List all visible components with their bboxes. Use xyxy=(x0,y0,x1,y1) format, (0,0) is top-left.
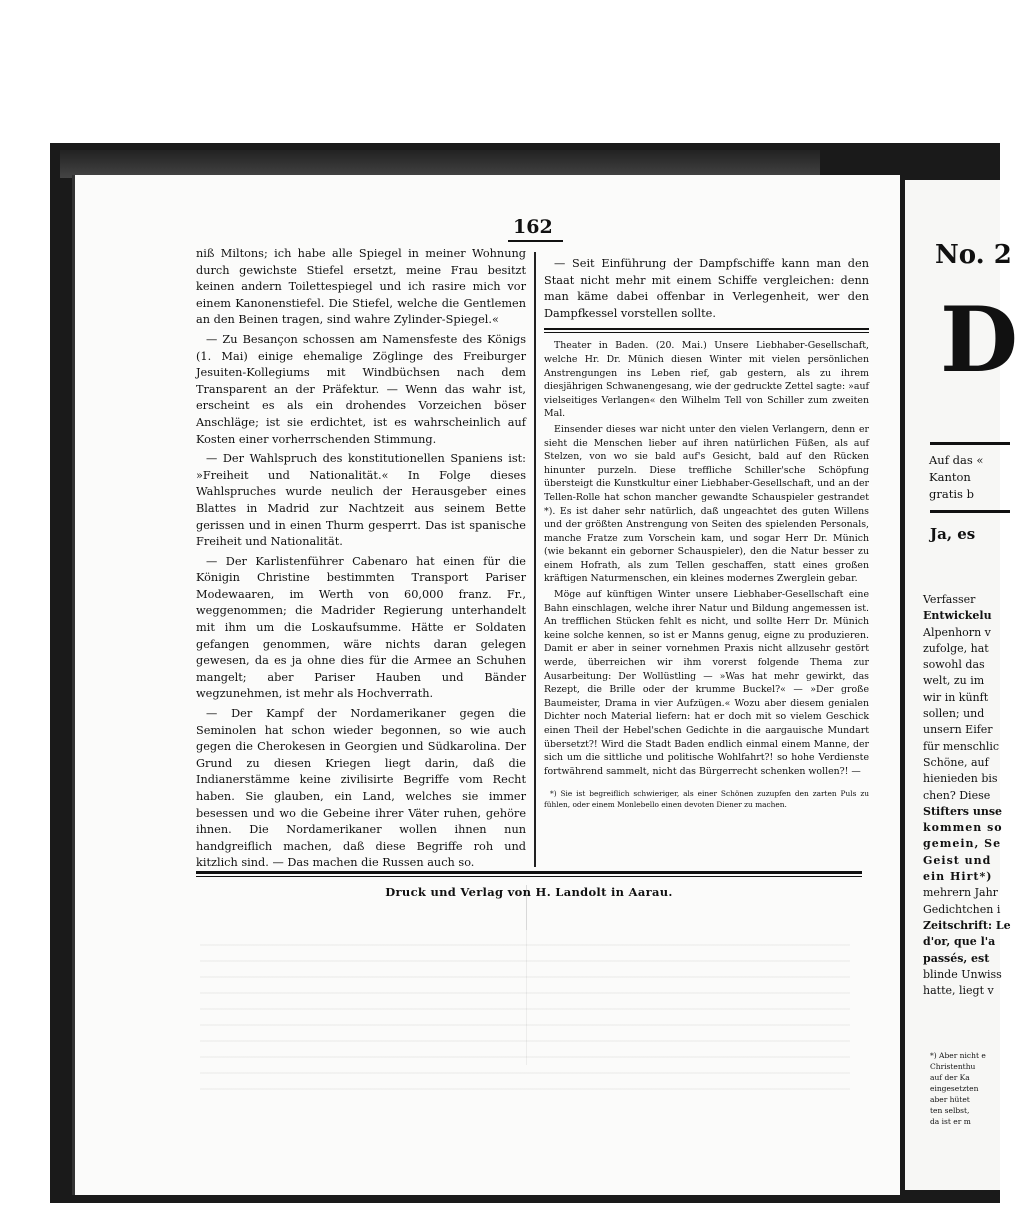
text-line: Zeitschrift: Le xyxy=(923,918,1011,932)
text-line: Kanton xyxy=(929,470,971,484)
masthead-initial: D xyxy=(940,287,1018,393)
text-line: hatte, liegt v xyxy=(923,984,994,998)
footnote-text: *) Sie ist begreiflich schwieriger, als einer Schönen zuzupfen den zarten Puls zu fühlen, oder einem Monlebello einen devoten Diener zu machen. xyxy=(544,789,869,810)
article-paragraph: Einsender dieses war nicht unter den vielen Verlangern, denn er sieht die Menschen lieber auf ihren natürlichen Füßen, als auf Stelzen, von wo sie bald auf's Gesicht, bald auf den Rücken hinunter purzeln. Diese treffliche Schiller'sche Schöpfung übersteigt die Kunstkultur einer Liebhaber-Gesellschaft, und an der Tellen-Rolle hat schon mancher gewandte Schauspieler gestrandet *). Es ist daher sehr natürlich, daß ungeachtet des guten Willens und der größten Anstrengung von Seiten des spielenden Personals, manche Fratze zum Vorschein kam, und sogar Herr Dr. Münich (wie bekannt ein geborner Schauspieler), den die Natur besser zu einem Hofrath, als zum Tellen geschaffen, statt eines großen kräftigen Naturmenschen, ein kleines modernes Zwerglein gebar. xyxy=(544,423,869,585)
text-line: unsern Eifer xyxy=(923,723,993,737)
text-line: gratis b xyxy=(929,487,974,501)
text-line: Schöne, auf xyxy=(923,755,989,769)
text-line: mehrern Jahr xyxy=(923,886,998,900)
article-lines xyxy=(923,592,1011,999)
right-column xyxy=(544,256,869,810)
text-line: Christenthu xyxy=(930,1062,976,1071)
text-line: chen? Diese xyxy=(923,788,991,802)
text-line: sollen; und xyxy=(923,707,985,721)
text-line: Alpenhorn v xyxy=(923,625,991,639)
text-line: Auf das « xyxy=(929,453,984,467)
article-paragraph: — Seit Einführung der Dampfschiffe kann man den Staat nicht mehr mit einem Schiffe vergleichen: denn man käme dabei offenbar in Verlegenheit, wer den Dampfkessel vorstellen sollte. xyxy=(544,257,869,320)
text-line: Gedichtchen i xyxy=(923,902,1001,916)
text-line: aber hütet xyxy=(930,1095,970,1104)
footnote xyxy=(544,788,869,810)
article-paragraph: — Der Kampf der Nordamerikaner gegen die Seminolen hat schon wieder begonnen, so wie auch gegen die Cherokesen in Georgien und Südkarolina. Der Grund zu diesen Kriegen liegt darin, daß die Indianerstämme keine zivilisirte Begriffe vom Recht haben. Sie glauben, ein Land, welches sie immer besessen und wo die Gebeine ihrer Väter ruhen, gehöre ihnen. Die Nordamerikaner wollen ihnen nun handgreiflich machen, daß diese Begriffe roh und kitzlich sind. — Das machen die Russen auch so. xyxy=(196,707,526,870)
section-rule xyxy=(930,510,1010,513)
footer-rule xyxy=(196,871,862,877)
text-line: kommen so xyxy=(923,821,1003,835)
article-paragraph: — Der Karlistenführer Cabenaro hat einen für die Königin Christine bestimmten Transport Pariser Modewaaren, im Werth von 60,000 franz. Fr., weggenommen; die Madrider Regierung unterhandelt mit ihm um die Loskaufsumme. Hätte er Soldaten gefangen genommen, wäre nichts daran gelegen gewesen, da es ja ohne dies für die Armee an Schuhen mangelt; aber Pariser Hauben und Bänder wegzunehmen, ist mehr als Hochverrath. xyxy=(196,554,526,701)
right-page-footnote xyxy=(930,1050,986,1127)
text-line: auf der Ka xyxy=(930,1073,970,1082)
text-line: gemein, Se xyxy=(923,837,1002,851)
text-line: Geist und xyxy=(923,853,992,867)
article-paragraph: niß Miltons; ich habe alle Spiegel in meiner Wohnung durch gewichste Stiefel ersetzt, meine Frau besitzt keinen andern Toilettespiegel und ich rasire mich vor einem Kanonenstiefel. Die Stiefel, welche die Gentlemen an den Beinen tragen, sind wahre Zylinder-Spiegel.« xyxy=(196,247,526,327)
text-line: hienieden bis xyxy=(923,772,998,786)
text-line: blinde Unwiss xyxy=(923,967,1002,981)
text-line: welt, zu im xyxy=(923,674,985,688)
text-line: ten selbst, xyxy=(930,1106,970,1115)
text-line: für menschlic xyxy=(923,739,1000,753)
column-divider xyxy=(534,252,536,867)
page-number: 162 xyxy=(513,216,553,238)
masthead-rule xyxy=(930,442,1010,445)
article-paragraph: Theater in Baden. (20. Mai.) Unsere Liebhaber-Gesellschaft, welche Hr. Dr. Münich diesen Winter mit vielen persönlichen Anstrengungen ins Leben rief, gab gestern, als zu ihrem diesjährigen Schwanengesang, wie der gedruckte Zettel sagte: »auf vielseitiges Verlangen« den Wilhelm Tell von Schiller zum zweiten Mal. xyxy=(544,340,869,420)
text-line: Verfasser xyxy=(923,593,976,606)
text-line: eingesetzten xyxy=(930,1084,979,1093)
article-heading: Ja, es xyxy=(930,525,976,543)
text-line: Entwickelu xyxy=(923,609,992,623)
text-line: *) Aber nicht e xyxy=(930,1051,986,1060)
text-line: da ist er m xyxy=(930,1117,971,1126)
theater-report xyxy=(544,339,869,778)
issue-number: No. 2 xyxy=(935,240,1012,270)
article-paragraph: Möge auf künftigen Winter unsere Liebhaber-Gesellschaft eine Bahn einschlagen, welche ihrer Natur und Bildung angemessen ist. An trefflichen Stücken fehlt es nicht, und sollte Herr Dr. Münich keine solche kennen, so ist er Manns genug, eigne zu produzieren. Damit er aber in seiner vornehmen Praxis nicht allzusehr gestört werde, überreichen wir ihm vorerst folgende Thema zur Ausarbeitung: Der Wollüstling — »Was hat mehr gewirkt, das Rezept, die Brille oder der krumme Buckel?« — »Der große Baumeister, Drama in vier Aufzügen.« Wozu aber diesem genialen Dichter noch Material liefern: hat er doch mit so vielem Geschick einen Theil der Hebel'schen Gedichte in die aargauische Mundart übersetzt?! Wird die Stadt Baden endlich einmal einem Manne, der sich um die sittliche und politische Wohlfahrt?! so hohe Verdienste fortwährend sammelt, nicht das Bürgerrecht schenken wollen?! — xyxy=(544,589,869,777)
section-rule xyxy=(544,328,869,333)
imprint-line: Druck und Verlag von H. Landolt in Aarau. xyxy=(385,885,673,899)
text-line: Stifters unse xyxy=(923,804,1003,818)
subscription-lines xyxy=(929,452,983,503)
page-shadow xyxy=(60,150,820,178)
page-number-rule xyxy=(508,240,563,242)
article-paragraph: — Der Wahlspruch des konstitutionellen Spaniens ist: »Freiheit und Nationalität.« In Folge dieses Wahlspruches wurde neulich der Herausgeber eines Blattes in Madrid zur Nachtzeit aus seinem Bette gerissen und in einen Thurm gesperrt. Das ist spanische Freiheit und Nationalität. xyxy=(196,452,526,549)
article-paragraph: — Zu Besançon schossen am Namensfeste des Königs (1. Mai) einige ehemalige Zöglinge des Freiburger Jesuiten-Kollegiums mit Windbüchsen nach dem Transparent an der Präfektur. — Wenn das wahr ist, erscheint es als ein drohendes Vorzeichen böser Anschläge; ist sie erdichtet, ist es wahrscheinlich auf Kosten einer vorherrschenden Stimmung. xyxy=(196,332,526,446)
text-line: passés, est xyxy=(923,951,990,965)
text-line: wir in künft xyxy=(923,690,989,704)
text-line: sowohl das xyxy=(923,658,985,672)
right-page-fragment xyxy=(905,180,1018,1190)
text-line: zufolge, hat xyxy=(923,641,989,655)
text-line: ein Hirt*) xyxy=(923,870,993,884)
text-line: d'or, que l'a xyxy=(923,935,996,949)
left-column xyxy=(196,246,526,875)
bleed-through-text xyxy=(200,930,850,1090)
